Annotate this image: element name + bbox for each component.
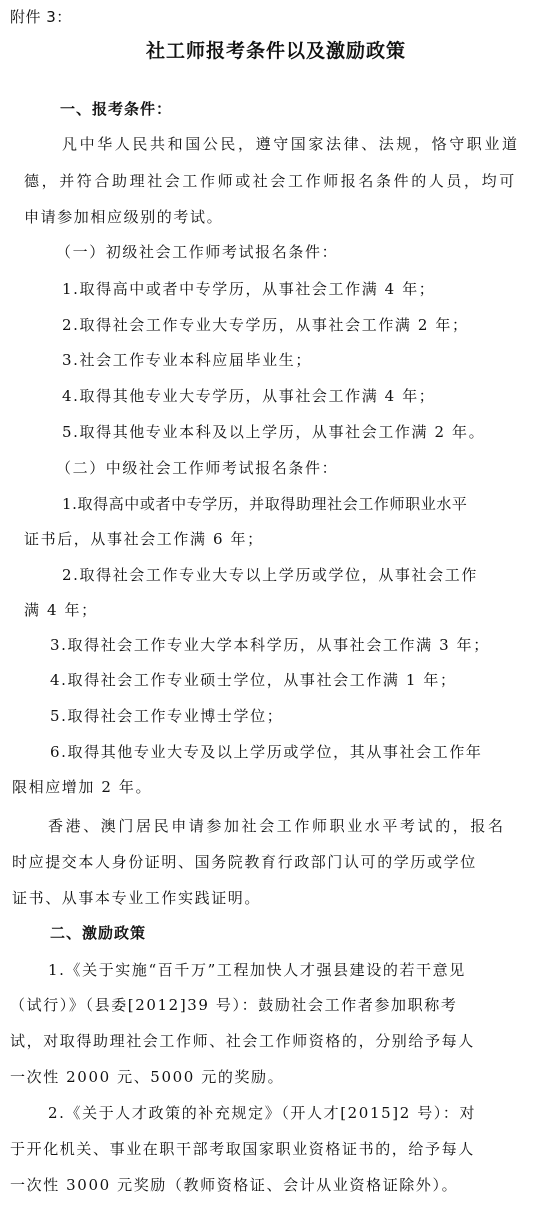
list-item: 1.取得高中或者中专学历，并取得助理社会工作师职业水平 — [62, 495, 468, 513]
list-item: 2.取得社会工作专业大专以上学历或学位，从事社会工作 — [62, 566, 478, 584]
list-item: 4.取得其他专业大专学历，从事社会工作满 4 年； — [62, 387, 436, 405]
paragraph-line: 凡中华人民共和国公民，遵守国家法律、法规，恪守职业道 — [62, 135, 520, 153]
list-item: 5.取得社会工作专业博士学位； — [50, 707, 284, 725]
list-item: 1.取得高中或者中专学历，从事社会工作满 4 年； — [62, 280, 436, 298]
page-title: 社工师报考条件以及激励政策 — [145, 40, 406, 62]
list-item: 3.社会工作专业本科应届毕业生； — [62, 351, 312, 369]
list-item: 6.取得其他专业大专及以上学历或学位，其从事社会工作年 — [50, 743, 483, 761]
attachment-label: 附件 3： — [10, 8, 72, 26]
paragraph-line: 香港、澳门居民申请参加社会工作师职业水平考试的，报名 — [48, 817, 506, 835]
list-item: 4.取得社会工作专业硕士学位，从事社会工作满 1 年； — [50, 671, 457, 689]
section-heading-requirements: 一、报考条件： — [60, 100, 173, 118]
paragraph-line: （试行）》（县委[2012]39 号）：鼓励社会工作者参加职称考 — [10, 996, 458, 1014]
subsection-heading-intermediate: （二）中级社会工作师考试报名条件： — [56, 459, 339, 477]
paragraph-line: 于开化机关、事业在职干部考取国家职业资格证书的，给予每人 — [10, 1140, 475, 1158]
paragraph-line: 申请参加相应级别的考试。 — [24, 208, 224, 226]
paragraph-line: 一次性 2000 元、5000 元的奖励。 — [10, 1068, 285, 1086]
list-item: 2.取得社会工作专业大专学历，从事社会工作满 2 年； — [62, 316, 469, 334]
paragraph-line: 2.《关于人才政策的补充规定》（开人才[2015]2 号）：对 — [48, 1104, 477, 1122]
paragraph-line: 时应提交本人身份证明、国务院教育行政部门认可的学历或学位 — [12, 853, 477, 871]
list-item-continuation: 限相应增加 2 年。 — [12, 778, 153, 796]
list-item-continuation: 证书后，从事社会工作满 6 年； — [24, 530, 264, 548]
paragraph-line: 试，对取得助理社会工作师、社会工作师资格的，分别给予每人 — [10, 1032, 475, 1050]
subsection-heading-junior: （一）初级社会工作师考试报名条件： — [56, 243, 339, 261]
paragraph-line: 1.《关于实施“百千万”工程加快人才强县建设的若干意见 — [48, 961, 466, 979]
paragraph-line: 德，并符合助理社会工作师或社会工作师报名条件的人员，均可 — [24, 172, 517, 190]
list-item: 5.取得其他专业本科及以上学历，从事社会工作满 2 年。 — [62, 423, 486, 441]
section-heading-incentives: 二、激励政策 — [50, 924, 147, 942]
list-item: 3.取得社会工作专业大学本科学历，从事社会工作满 3 年； — [50, 636, 490, 654]
paragraph-line: 证书、从事本专业工作实践证明。 — [12, 889, 262, 907]
paragraph-line: 一次性 3000 元奖励（教师资格证、会计从业资格证除外）。 — [10, 1176, 459, 1194]
list-item-continuation: 满 4 年； — [24, 601, 98, 619]
